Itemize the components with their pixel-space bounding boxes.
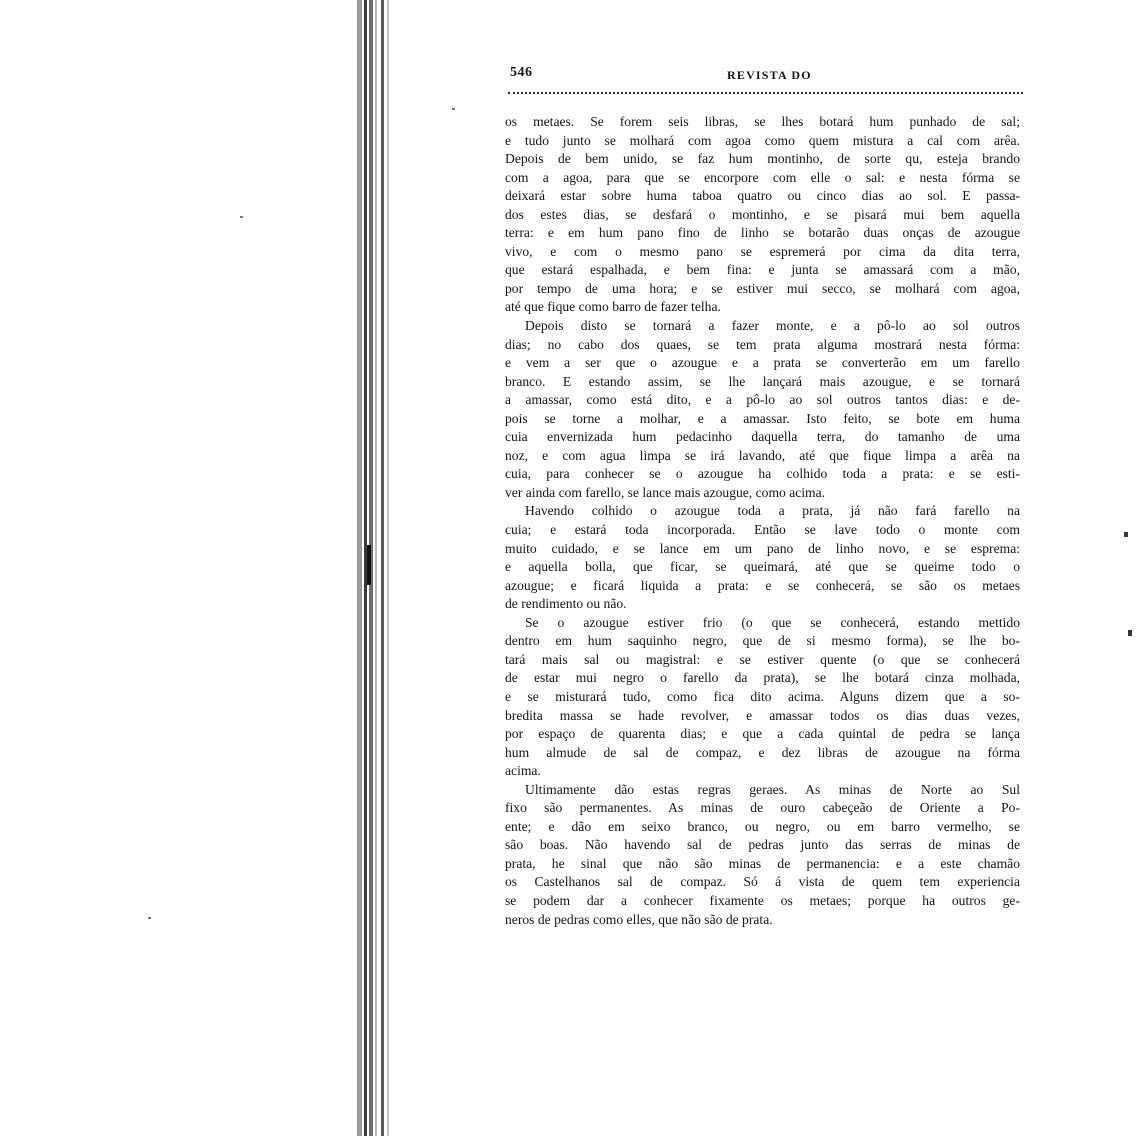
- gutter-shadow: [357, 0, 362, 1136]
- text-line: são boas. Não havendo sal de pedras junto das serras de minas de: [505, 837, 1020, 853]
- text-line: acima.: [505, 763, 541, 779]
- text-line: noz, e com agua limpa se irá lavando, até que fique limpa a arêa na: [505, 447, 1020, 463]
- text-line: e vem a ser que o azougue e a prata se converterão em um farello: [505, 355, 1020, 371]
- gutter-shadow: [381, 0, 384, 1136]
- paragraph: [505, 113, 1020, 317]
- scan-speck: [1128, 630, 1132, 636]
- scan-speck: [1124, 532, 1128, 537]
- text-line: os metaes. Se forem seis libras, se lhes botará hum punhado de sal;: [505, 114, 1020, 129]
- paragraph: [505, 317, 1020, 502]
- text-line: por tempo de uma hora; e se estiver mui secco, se molhará com agoa,: [505, 280, 1020, 296]
- body-text: [505, 113, 1020, 929]
- text-line: dos estes dias, se desfará o montinho, e se pisará mui bem aquella: [505, 206, 1020, 222]
- text-line: Ultimamente dão estas regras geraes. As minas de Norte ao Sul: [525, 781, 1020, 797]
- text-line: cuia envernizada hum pedacinho daquella terra, do tamanho de uma: [505, 429, 1020, 445]
- text-line: vivo, e com o mesmo pano se espremerá por cima da dita terra,: [505, 243, 1020, 259]
- gutter-mark: [367, 545, 371, 585]
- text-line: branco. E estando assim, se lhe lançará mais azougue, e se tornará: [505, 373, 1020, 389]
- text-line: cuia, para conhecer se o azougue ha colhido toda a prata: e se esti-: [505, 466, 1020, 482]
- scan-speck: [240, 216, 243, 218]
- text-line: e aquella bolla, que ficar, se queimará, até que se queime todo o: [505, 559, 1020, 575]
- text-line: Havendo colhido o azougue toda a prata, já não fará farello na: [525, 503, 1020, 519]
- text-line: muito cuidado, e se lance em um pano de linho novo, e se esprema:: [505, 540, 1020, 556]
- text-line: se podem dar a conhecer fixamente os metaes; porque ha outros ge-: [505, 892, 1020, 908]
- scan-speck: [148, 917, 151, 919]
- header-rule: [508, 92, 1023, 94]
- text-line: pois se torne a molhar, e a amassar. Isto feito, se bote em huma: [505, 410, 1020, 426]
- text-line: terra: e em hum pano fino de linho se botarão duas onças de azougue: [505, 225, 1020, 241]
- page-number: 546: [510, 65, 533, 80]
- text-line: cuia; e estará toda incorporada. Então se lave todo o monte com: [505, 522, 1020, 538]
- text-line: ver ainda com farello, se lance mais azougue, como acima.: [505, 484, 826, 500]
- text-line: hum almude de sal de compaz, e dez libras de azougue na fórma: [505, 744, 1020, 760]
- text-line: Depois disto se tornará a fazer monte, e a pô-lo ao sol outros: [525, 318, 1020, 334]
- text-line: de rendimento ou não.: [505, 596, 627, 612]
- text-line: com a agoa, para que se encorpore com elle o sal: e nesta fórma se: [505, 169, 1020, 185]
- text-line: por espaço de quarenta dias; e que a cada quintal de pedra se lança: [505, 726, 1020, 742]
- gutter-shadow: [375, 0, 377, 1136]
- text-line: deixará estar sobre huma taboa quatro ou cinco dias ao sol. E passa-: [505, 188, 1020, 204]
- text-line: neros de pedras como elles, que não são de prata.: [505, 911, 773, 927]
- text-line: e tudo junto se molhará com agoa como quem mistura a cal com arêa.: [505, 132, 1020, 148]
- book-gutter: [355, 0, 395, 1136]
- text-line: até que fique como barro de fazer telha.: [505, 299, 721, 315]
- gutter-shadow: [387, 0, 389, 1136]
- text-line: fixo são permanentes. As minas de ouro cabeçeão de Oriente a Po-: [505, 800, 1020, 816]
- paragraph: [505, 502, 1020, 613]
- scan-speck: [452, 108, 455, 110]
- text-line: bredita massa se hade revolver, e amassar todos os dias duas vezes,: [505, 707, 1020, 723]
- running-head: [505, 62, 1020, 86]
- text-line: que estará espalhada, e bem fina: e junta se amassará com a mão,: [505, 262, 1020, 278]
- text-line: azougue; e ficará liquida a prata: e se conhecerá, se são os metaes: [505, 577, 1020, 593]
- text-line: dentro em hum saquinho negro, que de si mesmo forma), se lhe bo-: [505, 633, 1020, 649]
- text-line: a amassar, como está dito, e a pô-lo ao sol outros tantos dias: e de-: [505, 392, 1020, 408]
- text-line: de estar mui negro o farello da prata), se lhe botará cinza molhada,: [505, 670, 1020, 686]
- paragraph: [505, 781, 1020, 929]
- text-line: dias; no cabo dos quaes, se tem prata alguma mostrará nesta fórma:: [505, 336, 1020, 352]
- text-line: tará mais sal ou magistral: e se estiver quente (o que se conhecerá: [505, 651, 1020, 667]
- text-line: ente; e dão em seixo branco, ou negro, ou em barro vermelho, se: [505, 818, 1020, 834]
- text-line: Se o azougue estiver frio (o que se conhecerá, estando mettido: [525, 614, 1020, 630]
- text-line: Depois de bem unido, se faz hum montinho, de sorte qu, esteja brando: [505, 151, 1020, 167]
- paragraph: [505, 614, 1020, 781]
- page-header: [505, 62, 1020, 86]
- running-title: REVISTA DO: [727, 68, 812, 82]
- text-line: os Castelhanos sal de compaz. Só á vista de quem tem experiencia: [505, 874, 1020, 890]
- text-line: prata, he sinal que não são minas de permanencia: e a este chamão: [505, 855, 1020, 871]
- text-line: e se misturará tudo, como fica dito acima. Alguns dizem que a so-: [505, 688, 1020, 704]
